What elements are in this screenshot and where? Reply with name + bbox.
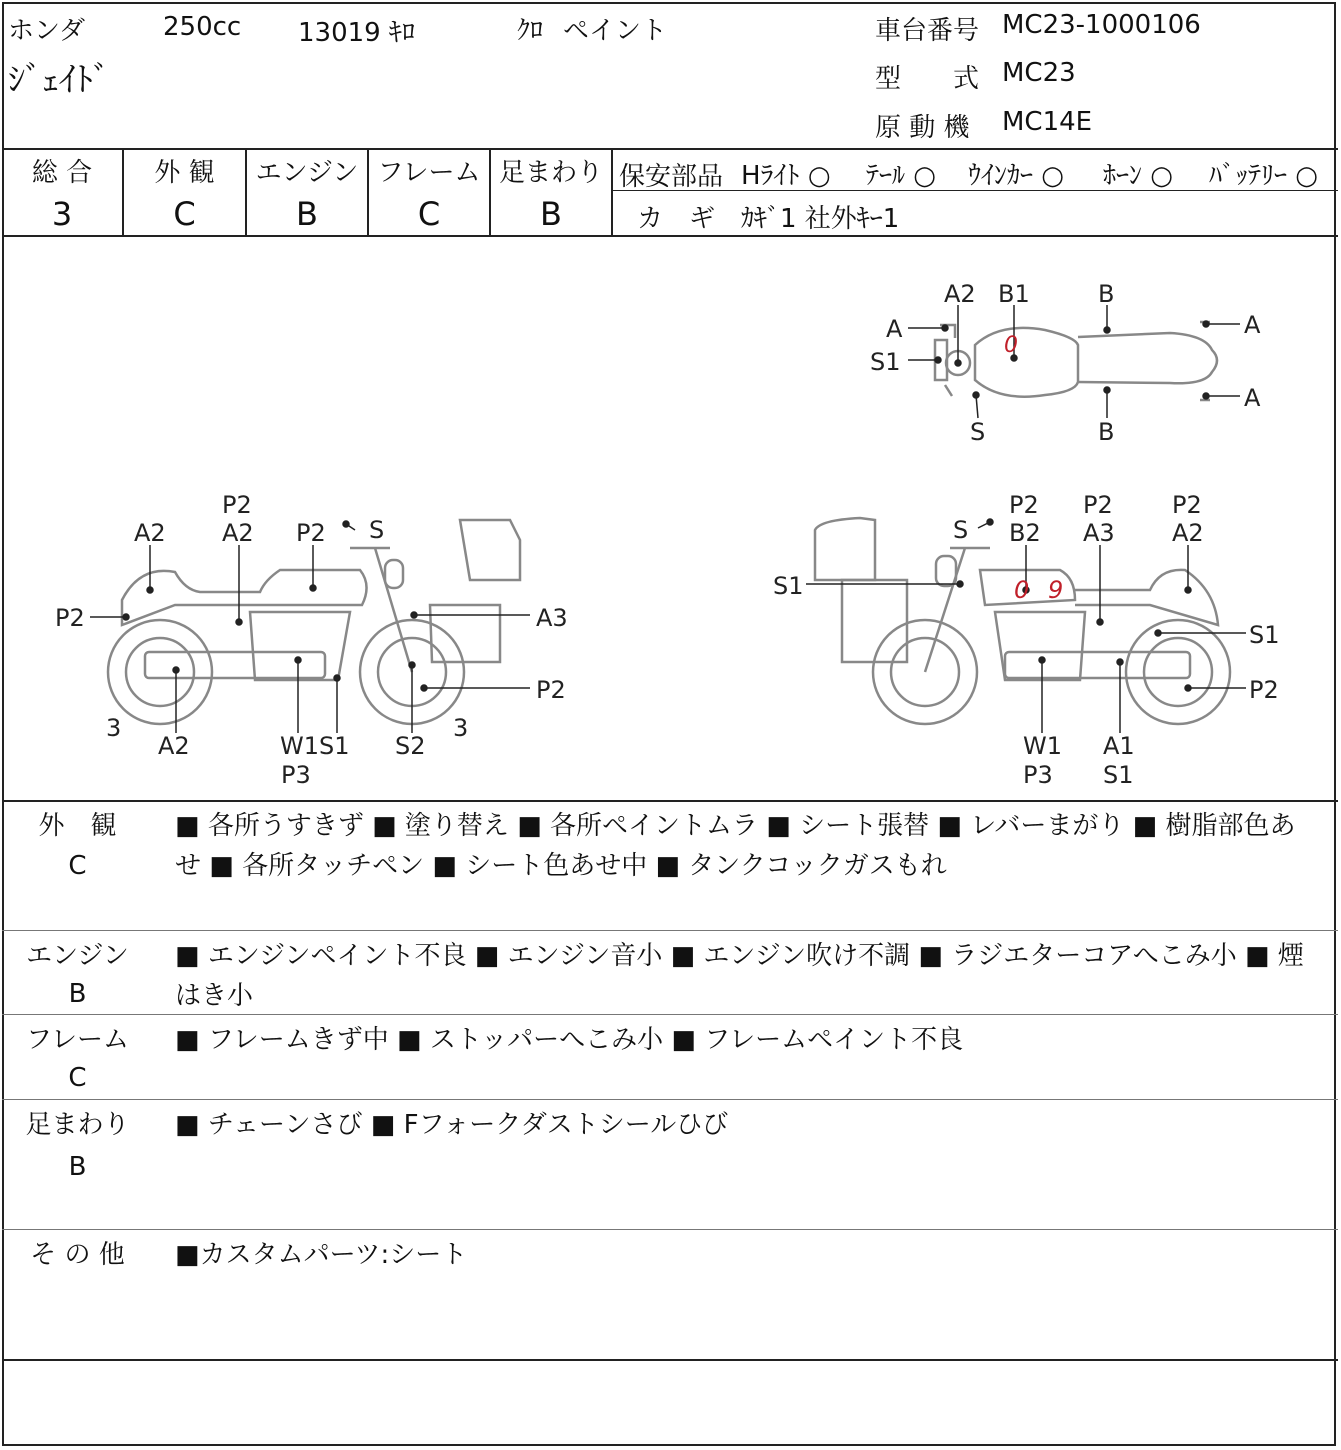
callout-label: A2 bbox=[944, 280, 976, 308]
callout-label: S1 bbox=[773, 572, 804, 600]
model-type-label: 型 式 bbox=[875, 64, 980, 94]
callout-label: 3 bbox=[453, 714, 469, 742]
callout-label: A bbox=[1244, 384, 1261, 412]
grade-label: 総 合 bbox=[31, 158, 93, 188]
safety-mark: ○ bbox=[1295, 161, 1318, 191]
callout-label: B bbox=[1098, 418, 1115, 446]
engine-type: MC14E bbox=[1002, 107, 1093, 137]
callout-label: 3 bbox=[106, 714, 122, 742]
section-notes: ■ 各所うすきず ■ 塗り替え ■ 各所ペイントムラ ■ シート張替 ■ レバーまがり ■ 樹脂部色あせ ■ 各所タッチペン ■ シート色あせ中 ■ タンクコックガスもれ bbox=[175, 811, 1296, 881]
callout-label: B1 bbox=[998, 280, 1030, 308]
safety-item-name: ﾊﾞｯﾃﾘｰ bbox=[1209, 161, 1288, 191]
safety-mark: ○ bbox=[1041, 161, 1064, 191]
section-label: そ の 他 bbox=[30, 1240, 125, 1270]
frame-number: MC23-1000106 bbox=[1002, 10, 1201, 40]
safety-horn bbox=[1103, 155, 1173, 192]
safety-mark: ○ bbox=[913, 161, 936, 191]
callout-label: S bbox=[970, 418, 986, 446]
grade-value: B bbox=[540, 195, 562, 233]
section-label: 足まわり bbox=[25, 1110, 130, 1140]
callout-label: B2 bbox=[1009, 519, 1041, 547]
maker-name: ホンダ bbox=[8, 16, 85, 46]
safety-tail bbox=[866, 155, 936, 192]
mileage: 13019 ｷﾛ bbox=[298, 18, 415, 48]
callout-label: S1 bbox=[319, 732, 350, 760]
grade-suspension bbox=[491, 150, 611, 236]
safety-item-name: ｳｲﾝｶｰ bbox=[968, 161, 1034, 191]
callout-label: P2 bbox=[55, 604, 85, 632]
model-name: ｼﾞｪｲﾄﾞ bbox=[8, 60, 110, 100]
callout-label: P2 bbox=[1083, 491, 1113, 519]
callout-label: P2 bbox=[536, 676, 566, 704]
handwritten-mark: 0 bbox=[1004, 333, 1018, 358]
callout-label: S1 bbox=[1103, 761, 1134, 789]
divider bbox=[2, 930, 1338, 931]
safety-item-name: Hﾗｲﾄ bbox=[741, 161, 800, 191]
section-grade: C bbox=[68, 851, 87, 881]
grade-label: 足まわり bbox=[498, 158, 603, 188]
displacement: 250cc bbox=[163, 12, 242, 42]
callout-label: P2 bbox=[1249, 676, 1279, 704]
handwritten-mark: 9 bbox=[1048, 576, 1064, 604]
color: ｸﾛ bbox=[517, 16, 544, 46]
key-value: ｶｷﾞ1 社外ｷｰ1 bbox=[741, 204, 900, 234]
safety-item-name: ﾎｰﾝ bbox=[1103, 161, 1143, 191]
section-grade: B bbox=[68, 1152, 87, 1182]
grade-value: C bbox=[417, 195, 441, 233]
section-notes: ■ チェーンさび ■ Fフォークダストシールひび bbox=[175, 1110, 729, 1140]
divider bbox=[611, 148, 613, 236]
section-label: エンジン bbox=[26, 941, 129, 971]
grade-engine bbox=[247, 150, 367, 236]
callout-label: S2 bbox=[395, 732, 426, 760]
callout-label: W1 bbox=[1023, 732, 1062, 760]
callout-label: A2 bbox=[222, 519, 254, 547]
divider bbox=[2, 1359, 1338, 1361]
key-label: カ ギ bbox=[637, 204, 716, 234]
callout-label: P3 bbox=[1023, 761, 1053, 789]
frame-number-label: 車台番号 bbox=[875, 16, 980, 46]
divider bbox=[2, 1229, 1338, 1230]
section-notes: ■ フレームきず中 ■ ストッパーへこみ小 ■ フレームペイント不良 bbox=[175, 1025, 964, 1055]
safety-battery bbox=[1209, 155, 1318, 192]
callout-label: A bbox=[886, 315, 903, 343]
callout-label: S1 bbox=[870, 348, 901, 376]
callout-label: P2 bbox=[222, 491, 252, 519]
bike-outlines bbox=[108, 322, 1230, 724]
callout-label: S bbox=[369, 516, 385, 544]
section-notes: ■ エンジンペイント不良 ■ エンジン音小 ■ エンジン吹け不調 ■ ラジエターコアへこみ小 ■ 煙はき小 bbox=[175, 941, 1304, 1011]
motorcycle-damage-diagram bbox=[0, 236, 1341, 800]
grade-value: 3 bbox=[51, 195, 73, 233]
diagram-labels bbox=[55, 280, 1280, 789]
callout-label: A3 bbox=[536, 604, 568, 632]
callout-label: A2 bbox=[158, 732, 190, 760]
callout-label: P2 bbox=[1009, 491, 1039, 519]
grade-overall bbox=[2, 150, 122, 236]
callout-label: A1 bbox=[1103, 732, 1135, 760]
callout-label: B bbox=[1098, 280, 1115, 308]
grade-frame bbox=[369, 150, 489, 236]
callout-label: A bbox=[1244, 311, 1261, 339]
callout-lines bbox=[90, 305, 1246, 733]
grade-value: C bbox=[173, 195, 196, 233]
section-grade: C bbox=[68, 1063, 87, 1093]
grade-label: 外 観 bbox=[154, 158, 215, 188]
safety-item-name: ﾃｰﾙ bbox=[866, 161, 906, 191]
safety-headlight bbox=[741, 155, 831, 192]
safety-mark: ○ bbox=[1150, 161, 1173, 191]
divider bbox=[2, 800, 1338, 802]
safety-mark: ○ bbox=[807, 161, 831, 191]
handwritten-marks bbox=[1004, 333, 1063, 604]
safety-winker bbox=[968, 155, 1064, 192]
grade-label: フレーム bbox=[377, 158, 481, 188]
callout-label: A3 bbox=[1083, 519, 1115, 547]
model-type: MC23 bbox=[1002, 58, 1076, 88]
callout-label: P2 bbox=[296, 519, 326, 547]
section-label: フレーム bbox=[26, 1025, 129, 1055]
grade-label: エンジン bbox=[255, 158, 359, 188]
callout-label: P2 bbox=[1172, 491, 1202, 519]
section-grade: B bbox=[68, 979, 87, 1009]
callout-label: W1 bbox=[280, 732, 319, 760]
section-label: 外 観 bbox=[38, 811, 117, 841]
handwritten-mark: 0 bbox=[1014, 576, 1030, 604]
callout-label: P3 bbox=[281, 761, 311, 789]
callout-label: A2 bbox=[1172, 519, 1204, 547]
callout-label: A2 bbox=[134, 519, 166, 547]
grade-value: B bbox=[296, 195, 318, 233]
grade-exterior bbox=[124, 150, 245, 236]
callout-label: S bbox=[953, 516, 969, 544]
callout-label: S1 bbox=[1249, 621, 1280, 649]
divider bbox=[2, 1099, 1338, 1100]
safety-label: 保安部品 bbox=[619, 162, 724, 192]
engine-type-label: 原 動 機 bbox=[875, 113, 970, 143]
paint-note: ペイント bbox=[563, 16, 668, 46]
section-notes: ■カスタムパーツ:シート bbox=[175, 1240, 468, 1270]
